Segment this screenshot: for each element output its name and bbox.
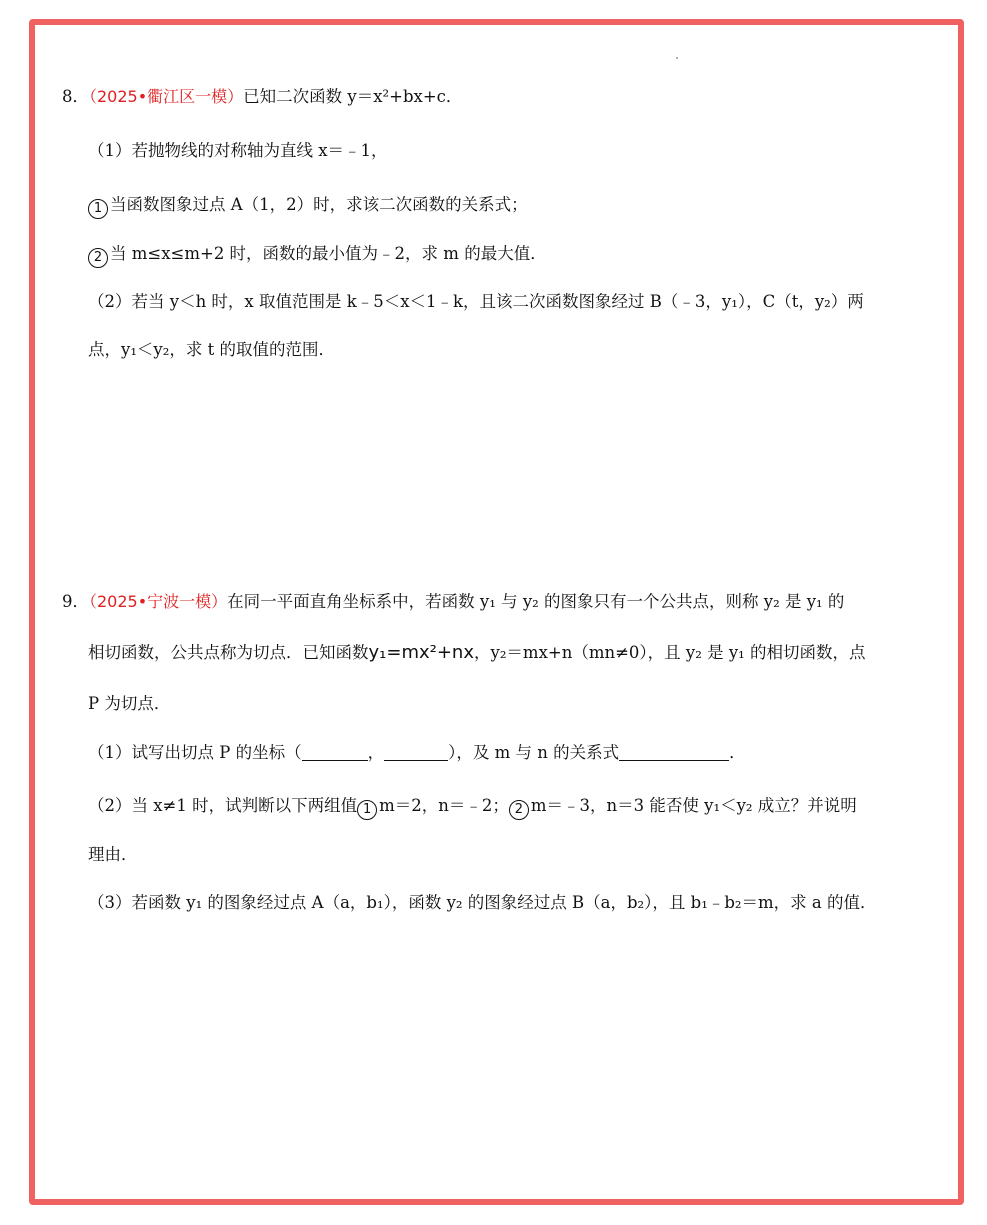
speck-dot bbox=[676, 57, 678, 59]
q8-sub2: 当 m≤x≤m+2 时，函数的最小值为﹣2，求 m 的最大值． bbox=[110, 244, 547, 263]
q9-part1-line bbox=[88, 742, 746, 764]
q9-stem-line1 bbox=[62, 591, 844, 613]
q8-part2-line2: 点，y₁＜y₂，求 t 的取值的范围． bbox=[88, 340, 335, 359]
q8-part1: （1）若抛物线的对称轴为直线 x＝﹣1， bbox=[88, 141, 388, 160]
q8-source-tag: （2025•衢江区一模） bbox=[89, 87, 244, 106]
answer-blank-relation[interactable] bbox=[619, 744, 729, 761]
q9-number: 9． bbox=[62, 592, 89, 611]
q9-part2-c: m＝﹣3，n＝3 能否使 y₁＜y₂ 成立？并说明 bbox=[530, 796, 857, 815]
answer-blank-y[interactable] bbox=[384, 744, 448, 761]
q9-part2-b: m＝2，n＝﹣2； bbox=[379, 796, 509, 815]
q9-part1-sep: ， bbox=[367, 743, 385, 762]
circled-number-2: 2 bbox=[88, 248, 108, 268]
circled-number-2: 2 bbox=[509, 800, 529, 820]
q9-part1-end: ． bbox=[729, 743, 746, 762]
q9-stem-line2 bbox=[88, 642, 866, 664]
q8-number: 8． bbox=[62, 87, 89, 106]
q9-stem-line2-a: 相切函数，公共点称为切点．已知函数 bbox=[88, 643, 369, 662]
q8-stem: 已知二次函数 y＝x²+bx+c． bbox=[243, 87, 463, 106]
circled-number-1: 1 bbox=[88, 199, 108, 219]
q9-part2-line1 bbox=[88, 795, 857, 820]
circled-number-1: 1 bbox=[357, 800, 377, 820]
q8-sub1-line bbox=[88, 194, 528, 219]
q9-stem-line2-b: ，y₂＝mx+n（mn≠0），且 y₂ 是 y₁ 的相切函数，点 bbox=[474, 643, 866, 662]
q9-part3: （3）若函数 y₁ 的图象经过点 A（a，b₁），函数 y₂ 的图象经过点 B（a，b₂），且 b₁﹣b₂＝m，求 a 的值． bbox=[88, 893, 877, 912]
q8-part2-line1: （2）若当 y＜h 时，x 取值范围是 k﹣5＜x＜1﹣k，且该二次函数图象经过 B（﹣3，y₁），C（t，y₂）两 bbox=[88, 292, 864, 311]
q9-part1-a: （1）试写出切点 P 的坐标（ bbox=[88, 743, 302, 762]
q8-stem-line bbox=[62, 86, 462, 108]
q9-part2-a: （2）当 x≠1 时，试判断以下两组值 bbox=[88, 796, 358, 815]
q8-sub1: 当函数图象过点 A（1，2）时，求该二次函数的关系式； bbox=[110, 195, 528, 214]
q9-stem-line3: P 为切点． bbox=[88, 694, 171, 713]
q9-source-tag: （2025•宁波一模） bbox=[89, 592, 228, 611]
q9-part2-line2: 理由． bbox=[88, 845, 138, 864]
q9-part1-b: ），及 m 与 n 的关系式 bbox=[448, 743, 620, 762]
answer-blank-x[interactable] bbox=[302, 744, 368, 761]
q9-stem-line1-text: 在同一平面直角坐标系中，若函数 y₁ 与 y₂ 的图象只有一个公共点，则称 y₂ 是 y₁ 的 bbox=[227, 592, 845, 611]
q8-sub2-line bbox=[88, 243, 547, 268]
q9-formula: y₁=mx²+nx bbox=[368, 642, 474, 663]
